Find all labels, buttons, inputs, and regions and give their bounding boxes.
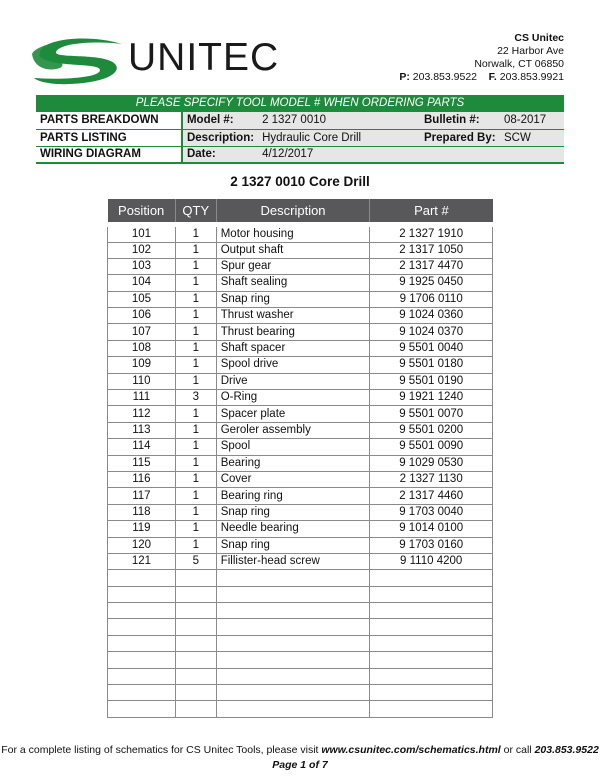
parts-table-body xyxy=(108,224,493,717)
table-row xyxy=(108,422,493,438)
table-row xyxy=(108,291,493,307)
empty-cell xyxy=(108,570,176,586)
table-row xyxy=(108,224,493,242)
empty-cell xyxy=(370,635,493,651)
cell-position: 119 xyxy=(108,521,176,537)
cell-part-number: 9 1921 1240 xyxy=(370,390,493,406)
cell-part-number: 9 5501 0040 xyxy=(370,340,493,356)
table-row xyxy=(108,357,493,373)
cell-description: Shaft sealing xyxy=(216,275,370,291)
header-part-number: Part # xyxy=(370,199,493,224)
bulletin-label: Bulletin #: xyxy=(420,112,500,129)
table-row xyxy=(108,242,493,258)
cell-position: 121 xyxy=(108,553,176,569)
empty-row xyxy=(108,701,493,717)
cell-description: Fillister-head screw xyxy=(216,553,370,569)
cell-description: Spool drive xyxy=(216,357,370,373)
bulletin-value: 08-2017 xyxy=(500,112,564,129)
cell-part-number: 9 1024 0370 xyxy=(370,324,493,340)
cell-description: Spacer plate xyxy=(216,406,370,422)
cell-part-number: 9 1110 4200 xyxy=(370,553,493,569)
empty-row xyxy=(108,685,493,701)
empty-cell xyxy=(175,685,216,701)
empty-row xyxy=(108,635,493,651)
company-name: CS Unitec xyxy=(514,32,564,44)
footer-phone: 203.853.9522 xyxy=(534,744,599,756)
cell-qty: 1 xyxy=(175,439,216,455)
date-value: 4/12/2017 xyxy=(258,146,420,163)
cell-position: 112 xyxy=(108,406,176,422)
cell-description: Needle bearing xyxy=(216,521,370,537)
side-parts-listing: PARTS LISTING xyxy=(36,129,182,146)
empty-cell xyxy=(370,685,493,701)
cell-position: 101 xyxy=(108,224,176,242)
empty-cell xyxy=(216,603,370,619)
empty-cell xyxy=(216,652,370,668)
empty-cell xyxy=(175,668,216,684)
cell-position: 110 xyxy=(108,373,176,389)
cell-qty: 1 xyxy=(175,224,216,242)
empty-cell xyxy=(108,685,176,701)
cell-part-number: 9 1024 0360 xyxy=(370,308,493,324)
cell-qty: 1 xyxy=(175,275,216,291)
cell-position: 105 xyxy=(108,291,176,307)
cell-part-number: 2 1327 1130 xyxy=(370,471,493,487)
cell-qty: 1 xyxy=(175,291,216,307)
empty-cell xyxy=(108,652,176,668)
table-row xyxy=(108,340,493,356)
cell-qty: 3 xyxy=(175,390,216,406)
cell-position: 104 xyxy=(108,275,176,291)
cell-qty: 1 xyxy=(175,471,216,487)
cell-part-number: 9 1703 0040 xyxy=(370,504,493,520)
cell-part-number: 2 1317 4470 xyxy=(370,258,493,274)
cell-qty: 1 xyxy=(175,258,216,274)
footer-note: For a complete listing of schematics for CS Unitec Tools, please visit www.csunitec.com/schematics.html or call 203.853.9522 xyxy=(1,744,599,756)
cell-qty: 1 xyxy=(175,324,216,340)
cell-part-number: 9 1706 0110 xyxy=(370,291,493,307)
document-info-table xyxy=(36,112,564,164)
cell-qty: 1 xyxy=(175,422,216,438)
cell-position: 103 xyxy=(108,258,176,274)
empty-cell xyxy=(108,635,176,651)
header-position: Position xyxy=(108,199,176,224)
cell-position: 115 xyxy=(108,455,176,471)
table-row xyxy=(108,471,493,487)
table-row xyxy=(108,439,493,455)
ordering-banner: PLEASE SPECIFY TOOL MODEL # WHEN ORDERING PARTS xyxy=(36,95,564,112)
company-address xyxy=(399,32,564,84)
table-row xyxy=(108,373,493,389)
phone-number: 203.853.9522 xyxy=(412,71,477,83)
cell-description: Thrust bearing xyxy=(216,324,370,340)
header-description: Description xyxy=(216,199,370,224)
table-row xyxy=(108,537,493,553)
empty-cell xyxy=(175,635,216,651)
cell-part-number: 9 1925 0450 xyxy=(370,275,493,291)
company-logo xyxy=(30,32,280,88)
table-row xyxy=(108,488,493,504)
table-row xyxy=(108,553,493,569)
side-wiring-diagram: WIRING DIAGRAM xyxy=(36,146,182,163)
parts-table xyxy=(107,199,493,718)
date-label: Date: xyxy=(182,146,258,163)
cell-position: 113 xyxy=(108,422,176,438)
cell-position: 108 xyxy=(108,340,176,356)
cell-qty: 1 xyxy=(175,340,216,356)
cell-qty: 1 xyxy=(175,242,216,258)
cell-description: Spur gear xyxy=(216,258,370,274)
cell-description: Spool xyxy=(216,439,370,455)
empty-cell xyxy=(108,701,176,717)
fax-number: 203.853.9921 xyxy=(499,71,564,83)
empty-cell xyxy=(216,635,370,651)
cell-position: 120 xyxy=(108,537,176,553)
empty-row xyxy=(108,619,493,635)
cell-part-number: 9 5501 0180 xyxy=(370,357,493,373)
header-qty: QTY xyxy=(175,199,216,224)
address-line-1: 22 Harbor Ave xyxy=(497,45,564,57)
cell-position: 114 xyxy=(108,439,176,455)
table-row xyxy=(108,390,493,406)
cell-part-number: 9 1029 0530 xyxy=(370,455,493,471)
empty-row xyxy=(108,586,493,602)
table-row xyxy=(108,455,493,471)
cell-part-number: 9 5501 0090 xyxy=(370,439,493,455)
logo-wordmark: UNITEC xyxy=(128,36,280,79)
cell-position: 118 xyxy=(108,504,176,520)
cell-description: Snap ring xyxy=(216,537,370,553)
schematics-link[interactable]: www.csunitec.com/schematics.html xyxy=(321,744,501,756)
cell-qty: 1 xyxy=(175,488,216,504)
table-row xyxy=(108,324,493,340)
empty-row xyxy=(108,652,493,668)
cell-description: Thrust washer xyxy=(216,308,370,324)
cell-part-number: 2 1327 1910 xyxy=(370,224,493,242)
cell-qty: 1 xyxy=(175,537,216,553)
empty-cell xyxy=(175,701,216,717)
cell-position: 102 xyxy=(108,242,176,258)
description-value: Hydraulic Core Drill xyxy=(258,129,420,146)
empty-row xyxy=(108,570,493,586)
cell-part-number: 9 1703 0160 xyxy=(370,537,493,553)
page-number: Page 1 of 7 xyxy=(272,759,328,771)
cell-qty: 1 xyxy=(175,406,216,422)
empty-cell xyxy=(370,652,493,668)
prepared-by-value: SCW xyxy=(500,129,564,146)
table-row xyxy=(108,521,493,537)
cell-description: Cover xyxy=(216,471,370,487)
cell-part-number: 2 1317 4460 xyxy=(370,488,493,504)
empty-cell xyxy=(370,619,493,635)
empty-cell xyxy=(108,603,176,619)
model-value: 2 1327 0010 xyxy=(258,112,420,129)
address-line-2: Norwalk, CT 06850 xyxy=(474,58,564,70)
cell-description: Shaft spacer xyxy=(216,340,370,356)
contact-line xyxy=(399,71,564,84)
cell-description: Snap ring xyxy=(216,504,370,520)
cell-position: 111 xyxy=(108,390,176,406)
empty-cell xyxy=(370,668,493,684)
empty-cell xyxy=(175,652,216,668)
empty-cell xyxy=(216,570,370,586)
empty-cell xyxy=(370,701,493,717)
cs-swoosh-logo-icon xyxy=(30,32,126,88)
empty-cell xyxy=(216,619,370,635)
empty-cell xyxy=(216,586,370,602)
empty-cell xyxy=(370,603,493,619)
empty-cell xyxy=(175,603,216,619)
empty-cell xyxy=(108,586,176,602)
page-footer xyxy=(0,743,600,773)
cell-qty: 1 xyxy=(175,373,216,389)
table-row xyxy=(108,406,493,422)
document-title: 2 1327 0010 Core Drill xyxy=(230,174,370,189)
empty-cell xyxy=(216,685,370,701)
fax-label: F. xyxy=(488,71,497,83)
cell-position: 109 xyxy=(108,357,176,373)
empty-row xyxy=(108,668,493,684)
table-row xyxy=(108,308,493,324)
cell-description: Drive xyxy=(216,373,370,389)
cell-description: Bearing ring xyxy=(216,488,370,504)
prepared-by-label: Prepared By: xyxy=(420,129,500,146)
cell-description: Snap ring xyxy=(216,291,370,307)
cell-qty: 1 xyxy=(175,308,216,324)
cell-part-number: 9 5501 0190 xyxy=(370,373,493,389)
cell-description: Motor housing xyxy=(216,224,370,242)
empty-cell xyxy=(108,619,176,635)
table-row xyxy=(108,275,493,291)
empty-cell xyxy=(370,586,493,602)
cell-description: O-Ring xyxy=(216,390,370,406)
empty-cell xyxy=(175,619,216,635)
cell-part-number: 9 1014 0100 xyxy=(370,521,493,537)
model-label: Model #: xyxy=(182,112,258,129)
empty-cell xyxy=(108,668,176,684)
cell-qty: 1 xyxy=(175,504,216,520)
phone-label: P: xyxy=(399,71,410,83)
cell-position: 106 xyxy=(108,308,176,324)
cell-qty: 5 xyxy=(175,553,216,569)
empty-row xyxy=(108,603,493,619)
empty-cell xyxy=(216,668,370,684)
cell-position: 107 xyxy=(108,324,176,340)
cell-description: Geroler assembly xyxy=(216,422,370,438)
cell-part-number: 9 5501 0200 xyxy=(370,422,493,438)
cell-qty: 1 xyxy=(175,521,216,537)
cell-position: 116 xyxy=(108,471,176,487)
cell-qty: 1 xyxy=(175,357,216,373)
cell-qty: 1 xyxy=(175,455,216,471)
table-row xyxy=(108,504,493,520)
cell-position: 117 xyxy=(108,488,176,504)
table-row xyxy=(108,258,493,274)
side-parts-breakdown: PARTS BREAKDOWN xyxy=(36,112,182,129)
cell-part-number: 2 1317 1050 xyxy=(370,242,493,258)
description-label: Description: xyxy=(182,129,258,146)
empty-cell xyxy=(370,570,493,586)
empty-cell xyxy=(175,586,216,602)
cell-part-number: 9 5501 0070 xyxy=(370,406,493,422)
empty-cell xyxy=(216,701,370,717)
empty-cell xyxy=(175,570,216,586)
cell-description: Bearing xyxy=(216,455,370,471)
cell-description: Output shaft xyxy=(216,242,370,258)
